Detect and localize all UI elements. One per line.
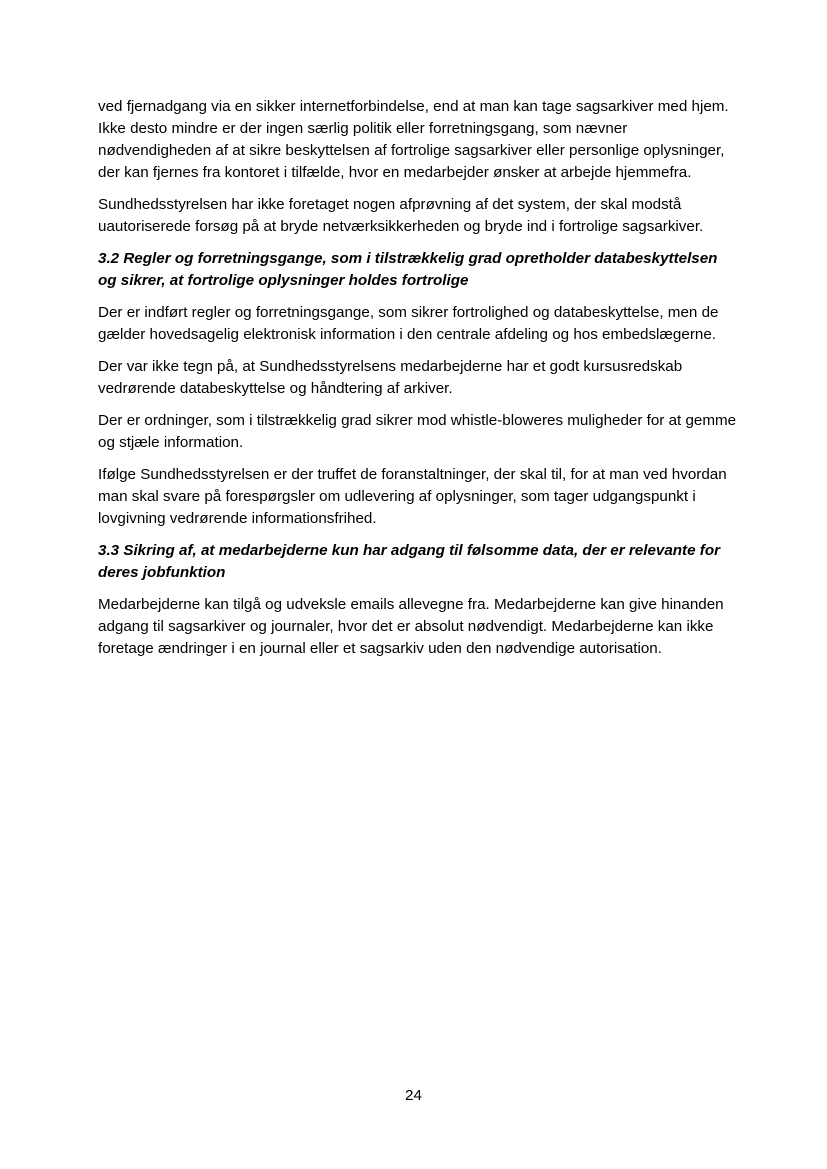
page-number: 24 — [405, 1087, 422, 1104]
paragraph-training: Der var ikke tegn på, at Sundhedsstyrelsens medarbejderne har et godt kursusredskab vedrørende databeskyttelse og håndtering af arkiver. — [98, 358, 683, 397]
paragraph-access-control: Medarbejderne kan tilgå og udveksle emails allevegne fra. Medarbejderne kan give hinanden adgang til sagsarkiver og journaler, hvor det er absolut nødvendigt. Medarbejderne kan ikke foretage ændringer i en journal eller et sagsarkiv uden den nødvendige autorisation. — [98, 596, 724, 657]
paragraph-information-requests: Ifølge Sundhedsstyrelsen er der truffet de foranstaltninger, der skal til, for at man ved hvordan man skal svare på forespørgsler om udlevering af oplysninger, som tager udgangspunkt i lovgivning vedrørende informationsfrihed. — [98, 466, 727, 527]
paragraph-whistleblowers: Der er ordninger, som i tilstrækkelig grad sikrer mod whistle-bloweres muligheder for at gemme og stjæle information. — [98, 412, 737, 451]
section-heading-3-2: 3.2 Regler og forretningsgange, som i tilstrækkelig grad opretholder databeskyttelsen og sikrer, at fortrolige oplysninger holdes fortrolige — [98, 250, 718, 289]
paragraph-rules-procedures: Der er indført regler og forretningsgange, som sikrer fortrolighed og databeskyttelse, men de gælder hovedsagelig elektronisk information i den centrale afdeling og hos embedslægerne. — [98, 304, 719, 343]
paragraph-system-testing: Sundhedsstyrelsen har ikke foretaget nogen afprøvning af det system, der skal modstå uautoriserede forsøg på at bryde netværksikkerheden og bryde ind i fortrolige sagsarkiver. — [98, 196, 704, 235]
document-body — [98, 96, 738, 670]
section-heading-3-3: 3.3 Sikring af, at medarbejderne kun har adgang til følsomme data, der er relevante for deres jobfunktion — [98, 542, 721, 581]
paragraph-remote-access: ved fjernadgang via en sikker internetforbindelse, end at man kan tage sagsarkiver med hjem. Ikke desto mindre er der ingen særlig politik eller forretningsgang, som nævner nødvendigheden af at sikre beskyttelsen af fortrolige sagsarkiver eller personlige oplysninger, der kan fjernes fra kontoret i tilfælde, hvor en medarbejder ønsker at arbejde hjemmefra. — [98, 98, 729, 181]
